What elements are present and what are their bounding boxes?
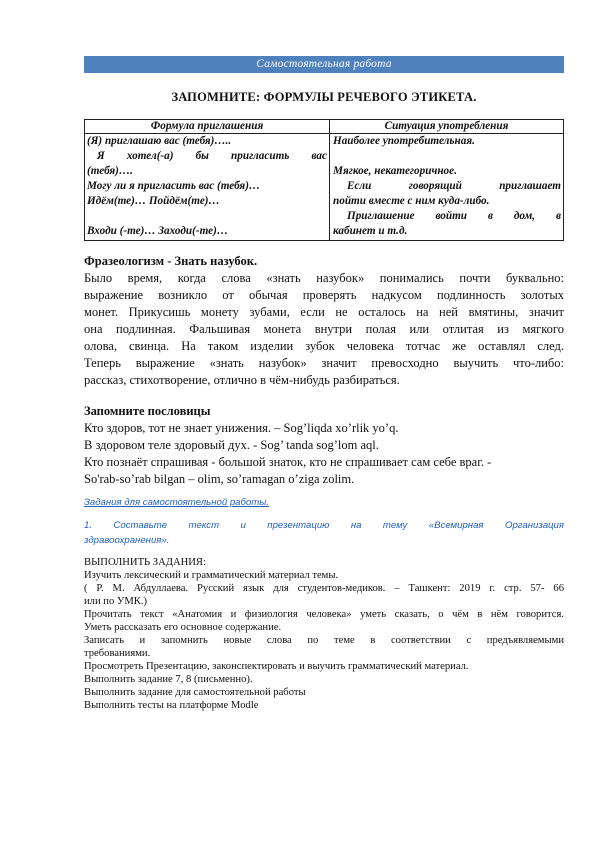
situation-line: Мягкое, некатегоричное. (333, 165, 457, 177)
proverb-line: So'rab-so’rab bilgan – olim, so’ramagan o’ziga zolim. (84, 472, 355, 486)
list-item (84, 608, 564, 634)
list-item-line: ( Р. М. Абдуллаева. Русский язык для студентов-медиков. – Ташкент: 2019 г. стр. 57- 66 (84, 583, 564, 594)
formula-line: Входи (-те)… Заходи(-те)… (87, 225, 229, 237)
do-tasks-list (84, 569, 564, 712)
proverbs-title: Запомните пословицы (84, 404, 211, 418)
do-tasks-title: ВЫПОЛНИТЬ ЗАДАНИЯ: (84, 557, 206, 568)
proverb-line: Кто познаёт спрашивая - большой знаток, кто не спрашивает сам себе враг. - (84, 455, 492, 469)
list-item (84, 673, 564, 686)
formula-line: Я хотел(-а) бы пригласить вас (97, 150, 327, 162)
list-item-line: требованиями. (84, 648, 151, 659)
situation-line: кабинет и т.д. (333, 225, 408, 237)
column-header-situation: Ситуация употребления (330, 120, 564, 134)
paragraph-line: Было время, когда слова «знать назубок» понимались почти буквально: (84, 271, 564, 285)
paragraph-line: олова, свинца. На таком изделии зубок человека тотчас же оставлял след. (84, 339, 564, 353)
task-1-line: здравоохранения». (84, 535, 170, 546)
phraseology-paragraph (84, 270, 564, 389)
list-item-line: Прочитать текст «Анатомия и физиология человека» уметь сказать, о чём в нём говорится. (84, 609, 564, 620)
proverbs-list (84, 420, 564, 488)
column-header-formula: Формула приглашения (85, 120, 330, 134)
list-item-line: Выполнить тесты на платформе Modle (84, 700, 259, 711)
task-1-line: 1. Составьте текст и презентацию на тему «Всемирная Организация (84, 520, 564, 531)
list-item-line: Уметь рассказать его основное содержание. (84, 622, 282, 633)
formula-line: Могу ли я пригласить вас (тебя)… (87, 180, 261, 192)
table-row (85, 134, 564, 241)
formula-line (87, 209, 327, 224)
table-header-row (85, 120, 564, 134)
paragraph-line: Теперь выражение «знать назубок» значит превосходно выучить что-либо: (84, 356, 564, 370)
paragraph-line: рассказ, стихотворение, отлично в чём-нибудь разбираться. (84, 373, 400, 387)
paragraph-line: она подлинная. Фальшивая монета внутри полая или отлитая из мягкого (84, 322, 564, 336)
proverb-line: Кто здоров, тот не знает унижения. – Sog’liqda xo’rlik yo’q. (84, 421, 399, 435)
formula-line: Идём(те)… Пойдём(те)… (87, 195, 220, 207)
situation-line (333, 149, 561, 164)
formula-cell (85, 134, 330, 241)
independent-tasks-link[interactable]: Задания для самостоятельной работы. (84, 497, 269, 508)
list-item-line: Изучить лексический и грамматический материал темы. (84, 570, 339, 581)
situation-line: пойти вместе с ним куда-либо. (333, 195, 490, 207)
situation-line: Приглашение войти в дом, в (347, 210, 561, 222)
situation-line: Если говорящий приглашает (347, 180, 561, 192)
formula-line: (Я) приглашаю вас (тебя)….. (87, 135, 232, 147)
list-item (84, 582, 564, 608)
list-item-line: или по УМК.) (84, 596, 148, 607)
list-item-line: Выполнить задание 7, 8 (письменно). (84, 674, 253, 685)
situation-line: Наиболее употребительная. (333, 135, 475, 147)
list-item-line: Выполнить задание для самостоятельной работы (84, 687, 306, 698)
list-item (84, 634, 564, 660)
task-1 (84, 518, 564, 548)
formula-line: (тебя)…. (87, 165, 133, 177)
proverb-line: В здоровом теле здоровый дух. - Sog’ tanda sog’lom aql. (84, 438, 379, 452)
list-item (84, 660, 564, 673)
list-item-line: Просмотреть Презентацию, законспектировать и выучить грамматический материал. (84, 661, 469, 672)
phraseology-title: Фразеологизм - Знать назубок. (84, 254, 258, 268)
document-page (84, 56, 564, 712)
paragraph-line: монет. Прикусишь монету зубами, если не осталось на ней вмятины, значит (84, 305, 564, 319)
section-banner: Самостоятельная работа (84, 56, 564, 73)
paragraph-line: выражение возникло от обычая проверять надкусом подлинность золотых (84, 288, 564, 302)
list-item-line: Записать и запомнить новые слова по теме в соответствии с предъявляемыми (84, 635, 564, 646)
situation-cell (330, 134, 564, 241)
list-item (84, 569, 564, 582)
list-item (84, 699, 564, 712)
page-heading: ЗАПОМНИТЕ: ФОРМУЛЫ РЕЧЕВОГО ЭТИКЕТА. (171, 90, 477, 104)
etiquette-table (84, 119, 564, 241)
list-item (84, 686, 564, 699)
